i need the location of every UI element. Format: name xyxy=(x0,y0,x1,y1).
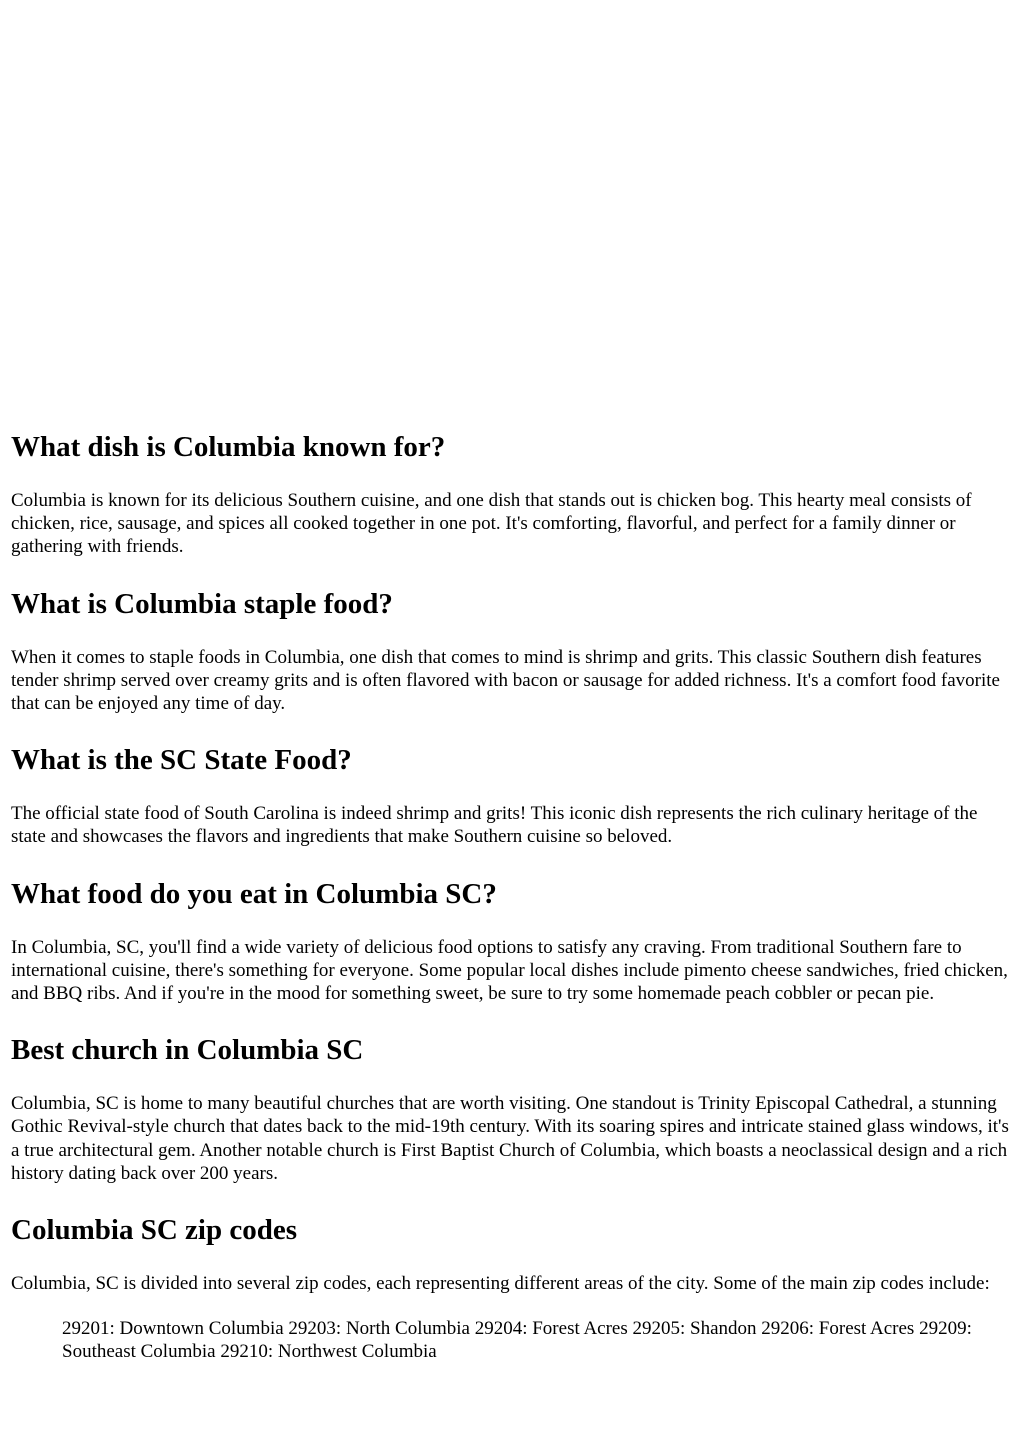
section-heading: What food do you eat in Columbia SC? xyxy=(11,877,497,910)
section-heading: Best church in Columbia SC xyxy=(11,1034,364,1067)
section-food-in-columbia xyxy=(11,877,1012,1006)
section-heading: Columbia SC zip codes xyxy=(11,1214,298,1247)
section-best-church xyxy=(11,1033,1012,1185)
section-paragraph: Columbia, SC is divided into several zip codes, each representing different areas of the city. Some of the main zip codes include: xyxy=(11,1273,990,1295)
section-paragraph: When it comes to staple foods in Columbia, one dish that comes to mind is shrimp and grits. This classic Southern dish features tender shrimp served over creamy grits and is often flavored with bacon or sausage for added richness. It's a comfort food favorite that can be enjoyed any time of day. xyxy=(11,646,1000,715)
zip-code-list: 29201: Downtown Columbia 29203: North Columbia 29204: Forest Acres 29205: Shandon 29206: Forest Acres 29209: Southeast Columbia 29210: Northwest Columbia xyxy=(62,1318,972,1363)
section-zip-codes xyxy=(11,1213,1012,1364)
blank-header-area xyxy=(0,0,1024,430)
section-paragraph: Columbia, SC is home to many beautiful churches that are worth visiting. One standout is Trinity Episcopal Cathedral, a stunning Gothic Revival-style church that dates back to the mid-19th century. With its soaring spires and intricate stained glass windows, it's a true architectural gem. Another notable church is First Baptist Church of Columbia, which boasts a neoclassical design and a rich history dating back over 200 years. xyxy=(11,1093,1009,1184)
section-paragraph: The official state food of South Carolina is indeed shrimp and grits! This iconic dish represents the rich culinary heritage of the state and showcases the flavors and ingredients that make Southern cuisine so beloved. xyxy=(11,803,978,848)
section-sc-state-food xyxy=(11,743,1012,848)
article-content xyxy=(0,430,1024,1364)
section-columbia-known-dish xyxy=(11,430,1012,559)
section-columbia-staple-food xyxy=(11,587,1012,716)
section-paragraph: Columbia is known for its delicious Southern cuisine, and one dish that stands out is chicken bog. This hearty meal consists of chicken, rice, sausage, and spices all cooked together in one pot. It's comforting, flavorful, and perfect for a family dinner or gathering with friends. xyxy=(11,490,972,558)
section-heading: What is Columbia staple food? xyxy=(11,587,393,620)
section-paragraph: In Columbia, SC, you'll find a wide variety of delicious food options to satisfy any craving. From traditional Southern fare to international cuisine, there's something for everyone. Some popular local dishes include pimento cheese sandwiches, fried chicken, and BBQ ribs. And if you're in the mood for something sweet, be sure to try some homemade peach cobbler or pecan pie. xyxy=(11,936,1008,1005)
section-heading: What is the SC State Food? xyxy=(11,744,352,777)
section-heading: What dish is Columbia known for? xyxy=(11,431,446,463)
